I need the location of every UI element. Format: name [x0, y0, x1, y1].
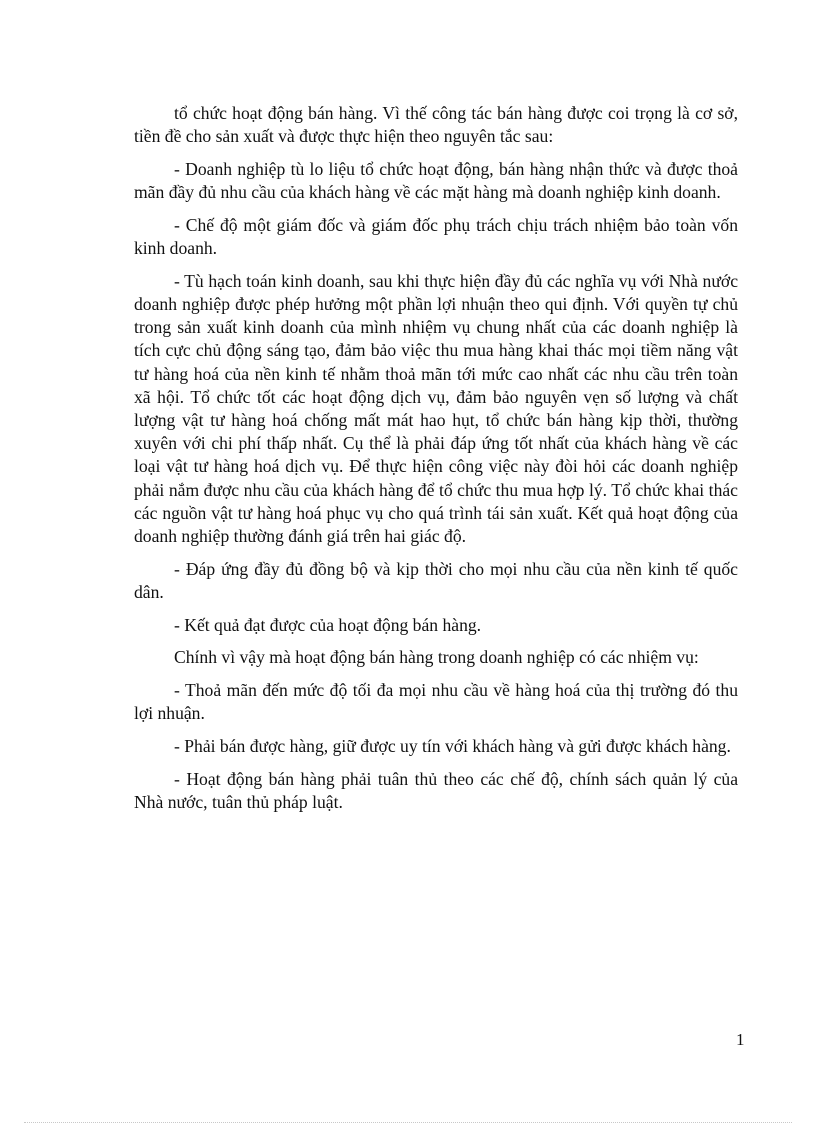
- paragraph: - Chế độ một giám đốc và giám đốc phụ trách chịu trách nhiệm bảo toàn vốn kinh doanh.: [134, 214, 738, 259]
- body-text: [134, 102, 738, 823]
- paragraph: tổ chức hoạt động bán hàng. Vì thế công tác bán hàng được coi trọng là cơ sở, tiền đề cho sản xuất và được thực hiện theo nguyên tắc sau:: [134, 103, 738, 147]
- paragraph: - Doanh nghiệp tù lo liệu tổ chức hoạt động, bán hàng nhận thức và được thoả mãn đầy đủ nhu cầu của khách hàng về các mặt hàng mà doanh nghiệp kinh doanh.: [134, 158, 738, 203]
- paragraph: Chính vì vậy mà hoạt động bán hàng trong doanh nghiệp có các nhiệm vụ:: [174, 647, 699, 668]
- paragraph: - Kết quả đạt được của hoạt động bán hàng.: [174, 614, 482, 635]
- paragraph: - Thoả mãn đến mức độ tối đa mọi nhu cầu về hàng hoá của thị trường đó thu lợi nhuận.: [134, 679, 738, 724]
- paragraph: - Hoạt động bán hàng phải tuân thủ theo các chế độ, chính sách quản lý của Nhà nước, tuân thủ pháp luật.: [134, 768, 738, 812]
- paragraph: - Đáp ứng đầy đủ đồng bộ và kịp thời cho mọi nhu cầu của nền kinh tế quốc dân.: [134, 558, 738, 602]
- paragraph: - Phải bán được hàng, giữ được uy tín với khách hàng và gửi được khách hàng.: [174, 735, 731, 756]
- page-number: 1: [736, 1030, 745, 1049]
- paragraph: - Tù hạch toán kinh doanh, sau khi thực hiện đầy đủ các nghĩa vụ với Nhà nước doanh nghiệp được phép hưởng một phần lợi nhuận theo qui định. Với quyền tự chủ trong sản xuất kinh doanh của mình nhiệm vụ chung nhất của các doanh nghiệp là tích cực chủ động sáng tạo, đảm bảo việc thu mua hàng khai thác mọi tiềm năng vật tư hàng hoá của nền kinh tế nhằm thoả mãn tới mức cao nhất các nhu cầu trên toàn xã hội. Tổ chức tốt các hoạt động dịch vụ, đảm bảo nguyên vẹn số lượng và chất lượng vật tư hàng hoá chống mất mát hao hụt, tổ chức bán hàng kịp thời, thường xuyên với chi phí thấp nhất. Cụ thể là phải đáp ứng tốt nhất của khách hàng về các loại vật tư hàng hoá dịch vụ. Để thực hiện công việc này đòi hỏi các doanh nghiệp phải nắm được nhu cầu của khách hàng để tổ chức thu mua hợp lý. Tổ chức khai thác các nguồn vật tư hàng hoá phục vụ cho quá trình tái sản xuất. Kết quả hoạt động của doanh nghiệp thường đánh giá trên hai giác độ.: [134, 270, 738, 546]
